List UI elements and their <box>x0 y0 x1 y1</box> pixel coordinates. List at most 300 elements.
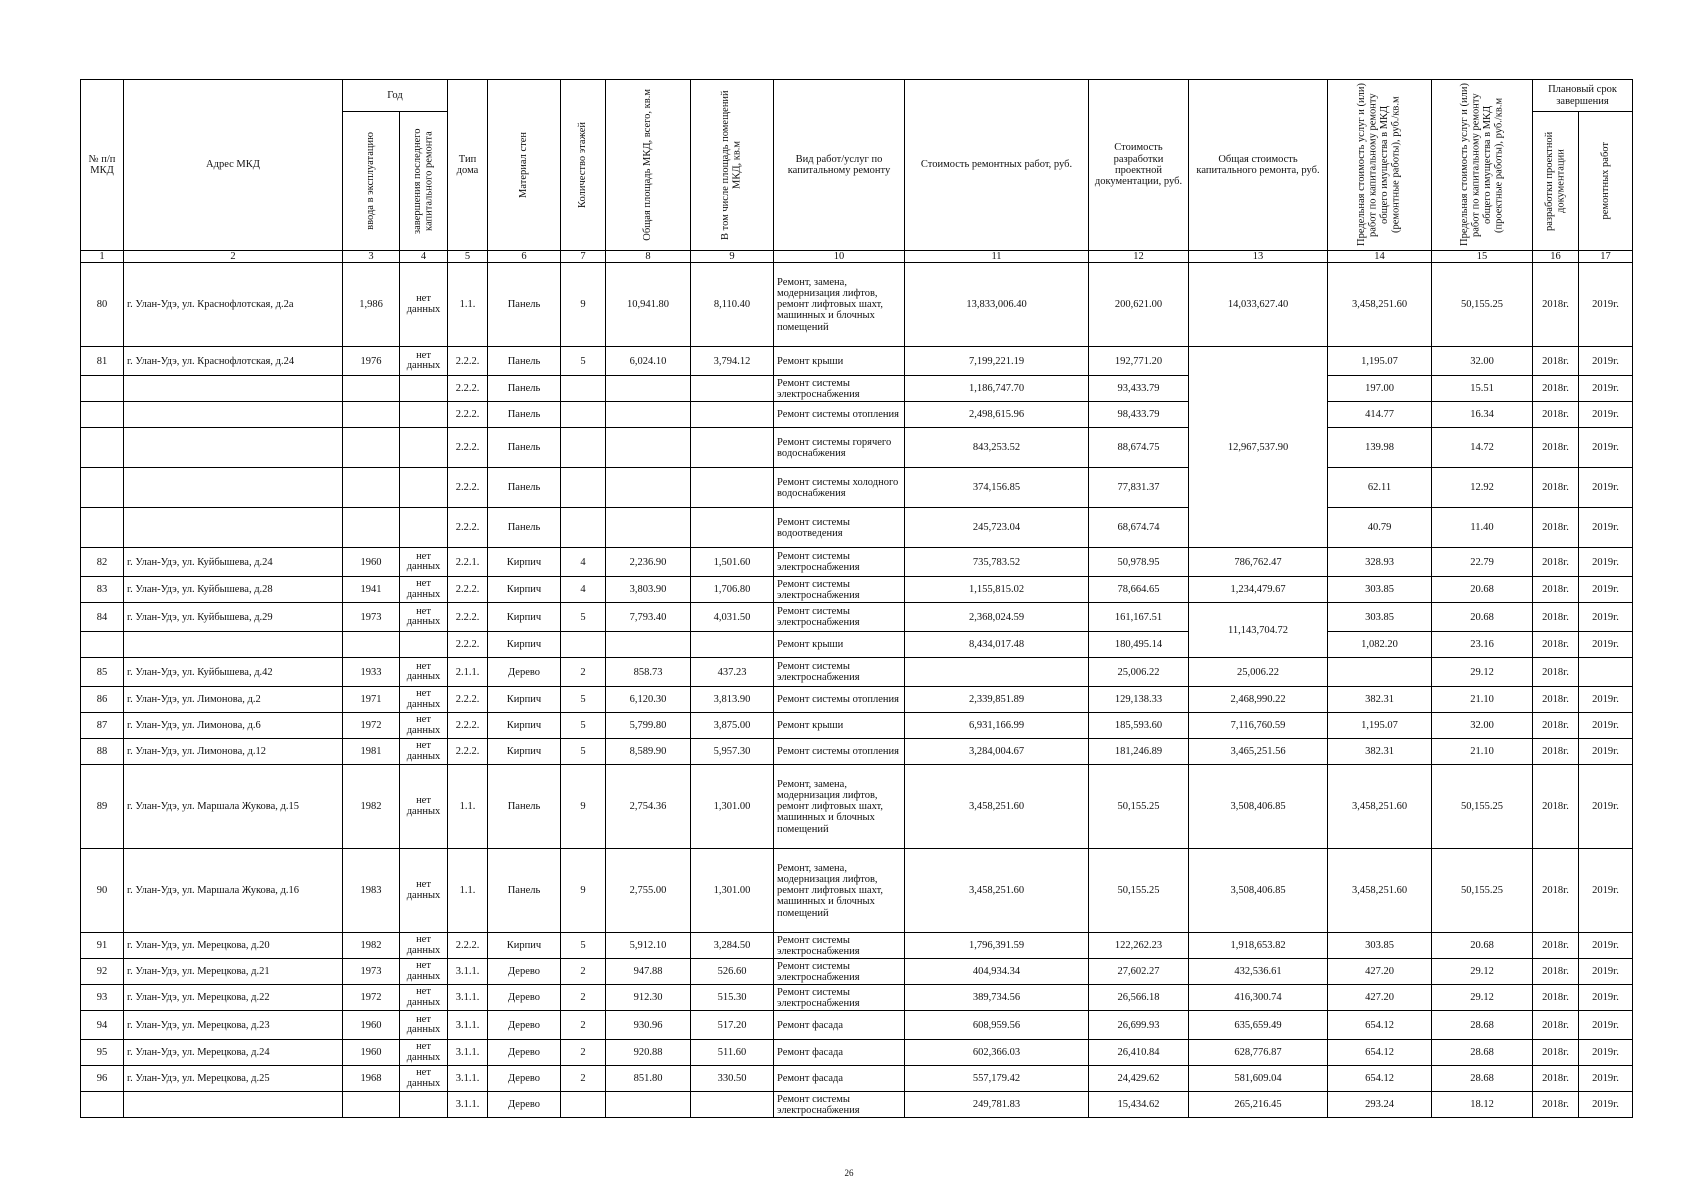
cell-floors: 4 <box>561 577 606 603</box>
cell-limit-design: 23.16 <box>1432 632 1533 658</box>
cell-living-area: 3,284.50 <box>691 933 774 959</box>
cell-deadline-repair: 2019г. <box>1579 577 1633 603</box>
cell-work-type: Ремонт системы отопления <box>774 739 905 765</box>
cell-row-number <box>81 1092 124 1118</box>
cell-limit-design: 28.68 <box>1432 1040 1533 1066</box>
cell-year-commission: 1960 <box>343 1040 400 1066</box>
cell-house-type: 2.2.2. <box>448 468 488 508</box>
cell-floors: 5 <box>561 713 606 739</box>
cell-year-commission <box>343 1092 400 1118</box>
col-header-total-area: Общая площадь МКД, всего, кв.м <box>606 80 691 251</box>
cell-wall-material: Кирпич <box>488 687 561 713</box>
cell-floors <box>561 468 606 508</box>
col-header-deadline-group: Плановый срок завершения <box>1533 80 1633 112</box>
cell-deadline-repair: 2019г. <box>1579 985 1633 1011</box>
cell-year-commission: 1941 <box>343 577 400 603</box>
cell-year-commission: 1960 <box>343 1011 400 1040</box>
cell-limit-repair: 40.79 <box>1328 508 1432 548</box>
cell-total-area: 2,755.00 <box>606 849 691 933</box>
capital-repair-table <box>80 79 1633 1118</box>
cell-deadline-repair: 2019г. <box>1579 739 1633 765</box>
cell-address <box>124 428 343 468</box>
cell-living-area: 3,813.90 <box>691 687 774 713</box>
cell-living-area: 4,031.50 <box>691 603 774 632</box>
cell-house-type: 2.2.2. <box>448 402 488 428</box>
cell-floors: 2 <box>561 985 606 1011</box>
cell-living-area: 3,794.12 <box>691 347 774 376</box>
cell-repair-cost: 3,458,251.60 <box>905 849 1089 933</box>
cell-total-area <box>606 632 691 658</box>
cell-limit-repair: 139.98 <box>1328 428 1432 468</box>
cell-total-area <box>606 508 691 548</box>
table-row <box>81 658 1633 687</box>
cell-wall-material: Дерево <box>488 1092 561 1118</box>
table-row <box>81 468 1633 508</box>
cell-design-cost: 200,621.00 <box>1089 263 1189 347</box>
col-header-house-type: Тип дома <box>448 80 488 251</box>
cell-total-area: 920.88 <box>606 1040 691 1066</box>
cell-design-cost: 50,978.95 <box>1089 548 1189 577</box>
cell-deadline-repair: 2019г. <box>1579 548 1633 577</box>
cell-floors: 2 <box>561 1066 606 1092</box>
cell-limit-design: 18.12 <box>1432 1092 1533 1118</box>
table-row <box>81 428 1633 468</box>
cell-address: г. Улан-Удэ, ул. Мерецкова, д.25 <box>124 1066 343 1092</box>
cell-limit-repair <box>1328 658 1432 687</box>
cell-house-type: 2.2.2. <box>448 739 488 765</box>
cell-work-type: Ремонт фасада <box>774 1011 905 1040</box>
cell-limit-design: 21.10 <box>1432 739 1533 765</box>
cell-living-area <box>691 508 774 548</box>
cell-design-cost: 93,433.79 <box>1089 376 1189 402</box>
cell-deadline-design: 2018г. <box>1533 508 1579 548</box>
cell-limit-design: 21.10 <box>1432 687 1533 713</box>
cell-row-number: 86 <box>81 687 124 713</box>
cell-year-commission: 1960 <box>343 548 400 577</box>
cell-wall-material: Панель <box>488 428 561 468</box>
cell-repair-cost: 608,959.56 <box>905 1011 1089 1040</box>
cell-work-type: Ремонт фасада <box>774 1040 905 1066</box>
cell-limit-repair: 197.00 <box>1328 376 1432 402</box>
cell-total-area: 912.30 <box>606 985 691 1011</box>
cell-living-area: 515.30 <box>691 985 774 1011</box>
cell-year-commission: 1968 <box>343 1066 400 1092</box>
cell-limit-repair: 654.12 <box>1328 1011 1432 1040</box>
cell-address: г. Улан-Удэ, ул. Маршала Жукова, д.15 <box>124 765 343 849</box>
col-number: 2 <box>124 251 343 263</box>
cell-work-type: Ремонт системы отопления <box>774 402 905 428</box>
cell-deadline-repair: 2019г. <box>1579 765 1633 849</box>
cell-wall-material: Дерево <box>488 1040 561 1066</box>
cell-work-type: Ремонт, замена, модернизация лифтов, ремонт лифтовых шахт, машинных и блочных помещений <box>774 765 905 849</box>
table-row <box>81 1092 1633 1118</box>
cell-limit-repair: 654.12 <box>1328 1066 1432 1092</box>
cell-design-cost: 98,433.79 <box>1089 402 1189 428</box>
cell-limit-repair: 3,458,251.60 <box>1328 765 1432 849</box>
cell-limit-repair: 293.24 <box>1328 1092 1432 1118</box>
cell-deadline-design: 2018г. <box>1533 577 1579 603</box>
table-row <box>81 376 1633 402</box>
col-number: 12 <box>1089 251 1189 263</box>
cell-living-area <box>691 468 774 508</box>
cell-house-type: 2.1.1. <box>448 658 488 687</box>
cell-limit-repair: 427.20 <box>1328 985 1432 1011</box>
cell-work-type: Ремонт системы электроснабжения <box>774 959 905 985</box>
cell-total-area: 3,803.90 <box>606 577 691 603</box>
cell-repair-cost: 2,498,615.96 <box>905 402 1089 428</box>
cell-house-type: 3.1.1. <box>448 1011 488 1040</box>
cell-deadline-design: 2018г. <box>1533 603 1579 632</box>
cell-living-area: 517.20 <box>691 1011 774 1040</box>
table-row <box>81 739 1633 765</box>
cell-total-cost: 11,143,704.72 <box>1189 603 1328 658</box>
cell-repair-cost: 3,458,251.60 <box>905 765 1089 849</box>
cell-floors: 5 <box>561 347 606 376</box>
cell-wall-material: Кирпич <box>488 933 561 959</box>
cell-limit-repair: 303.85 <box>1328 933 1432 959</box>
cell-repair-cost: 404,934.34 <box>905 959 1089 985</box>
cell-design-cost: 50,155.25 <box>1089 765 1189 849</box>
cell-design-cost: 122,262.23 <box>1089 933 1189 959</box>
cell-year-commission: 1973 <box>343 959 400 985</box>
cell-floors: 5 <box>561 603 606 632</box>
cell-house-type: 3.1.1. <box>448 985 488 1011</box>
cell-work-type: Ремонт системы холодного водоснабжения <box>774 468 905 508</box>
cell-deadline-repair: 2019г. <box>1579 347 1633 376</box>
cell-total-area <box>606 402 691 428</box>
col-header-floors: Количество этажей <box>561 80 606 251</box>
cell-total-area: 6,024.10 <box>606 347 691 376</box>
cell-wall-material: Кирпич <box>488 713 561 739</box>
cell-deadline-design: 2018г. <box>1533 376 1579 402</box>
cell-total-cost: 265,216.45 <box>1189 1092 1328 1118</box>
cell-address: г. Улан-Удэ, ул. Лимонова, д.12 <box>124 739 343 765</box>
col-header-wall-material: Материал стен <box>488 80 561 251</box>
cell-total-area <box>606 468 691 508</box>
cell-design-cost: 180,495.14 <box>1089 632 1189 658</box>
cell-row-number: 83 <box>81 577 124 603</box>
col-header-limit-repair: Предельная стоимость услуг и (или) работ по капитальному ремонту общего имущества в МКД (ремонтные работы), руб./кв.м <box>1328 80 1432 251</box>
cell-limit-design: 12.92 <box>1432 468 1533 508</box>
cell-limit-design: 50,155.25 <box>1432 765 1533 849</box>
cell-year-commission: 1973 <box>343 603 400 632</box>
cell-wall-material: Кирпич <box>488 739 561 765</box>
cell-floors: 2 <box>561 658 606 687</box>
cell-limit-design: 20.68 <box>1432 577 1533 603</box>
column-number-row <box>81 251 1633 263</box>
cell-deadline-design: 2018г. <box>1533 985 1579 1011</box>
cell-living-area: 8,110.40 <box>691 263 774 347</box>
col-number: 4 <box>400 251 448 263</box>
cell-limit-design: 15.51 <box>1432 376 1533 402</box>
cell-deadline-repair: 2019г. <box>1579 376 1633 402</box>
cell-deadline-repair: 2019г. <box>1579 1092 1633 1118</box>
cell-year-last-repair: нет данных <box>400 1066 448 1092</box>
cell-total-cost: 7,116,760.59 <box>1189 713 1328 739</box>
cell-year-last-repair: нет данных <box>400 959 448 985</box>
cell-total-area <box>606 376 691 402</box>
cell-row-number: 96 <box>81 1066 124 1092</box>
cell-living-area: 1,301.00 <box>691 849 774 933</box>
cell-row-number <box>81 428 124 468</box>
page-number: 26 <box>844 1168 854 1178</box>
cell-limit-repair: 654.12 <box>1328 1040 1432 1066</box>
cell-limit-repair: 303.85 <box>1328 603 1432 632</box>
col-header-year-group: Год <box>343 80 448 112</box>
cell-deadline-design: 2018г. <box>1533 402 1579 428</box>
cell-limit-repair: 1,082.20 <box>1328 632 1432 658</box>
cell-total-area: 8,589.90 <box>606 739 691 765</box>
cell-limit-design: 20.68 <box>1432 933 1533 959</box>
cell-address: г. Улан-Удэ, ул. Лимонова, д.6 <box>124 713 343 739</box>
cell-deadline-design: 2018г. <box>1533 739 1579 765</box>
cell-year-commission: 1933 <box>343 658 400 687</box>
cell-year-last-repair: нет данных <box>400 577 448 603</box>
cell-deadline-repair <box>1579 658 1633 687</box>
cell-repair-cost: 245,723.04 <box>905 508 1089 548</box>
cell-repair-cost: 13,833,006.40 <box>905 263 1089 347</box>
cell-total-area: 851.80 <box>606 1066 691 1092</box>
table-row <box>81 1011 1633 1040</box>
cell-limit-design: 22.79 <box>1432 548 1533 577</box>
cell-work-type: Ремонт системы электроснабжения <box>774 376 905 402</box>
cell-deadline-design: 2018г. <box>1533 428 1579 468</box>
cell-work-type: Ремонт, замена, модернизация лифтов, ремонт лифтовых шахт, машинных и блочных помещений <box>774 263 905 347</box>
cell-row-number: 80 <box>81 263 124 347</box>
cell-design-cost: 181,246.89 <box>1089 739 1189 765</box>
cell-design-cost: 15,434.62 <box>1089 1092 1189 1118</box>
col-number: 5 <box>448 251 488 263</box>
cell-year-commission <box>343 402 400 428</box>
cell-year-commission: 1982 <box>343 933 400 959</box>
cell-row-number <box>81 632 124 658</box>
cell-work-type: Ремонт системы электроснабжения <box>774 1092 905 1118</box>
cell-total-area: 858.73 <box>606 658 691 687</box>
cell-living-area: 5,957.30 <box>691 739 774 765</box>
cell-year-commission: 1976 <box>343 347 400 376</box>
cell-deadline-repair: 2019г. <box>1579 1066 1633 1092</box>
table-row <box>81 1040 1633 1066</box>
cell-address: г. Улан-Удэ, ул. Мерецкова, д.24 <box>124 1040 343 1066</box>
cell-floors <box>561 428 606 468</box>
cell-work-type: Ремонт крыши <box>774 632 905 658</box>
cell-row-number: 93 <box>81 985 124 1011</box>
table-row <box>81 765 1633 849</box>
cell-work-type: Ремонт системы электроснабжения <box>774 658 905 687</box>
cell-total-cost: 786,762.47 <box>1189 548 1328 577</box>
cell-limit-design: 29.12 <box>1432 985 1533 1011</box>
cell-year-last-repair: нет данных <box>400 658 448 687</box>
cell-wall-material: Дерево <box>488 1066 561 1092</box>
cell-row-number: 90 <box>81 849 124 933</box>
cell-total-area: 10,941.80 <box>606 263 691 347</box>
cell-year-last-repair: нет данных <box>400 1011 448 1040</box>
col-number: 6 <box>488 251 561 263</box>
cell-repair-cost: 8,434,017.48 <box>905 632 1089 658</box>
cell-row-number: 91 <box>81 933 124 959</box>
cell-house-type: 3.1.1. <box>448 959 488 985</box>
table-row <box>81 713 1633 739</box>
cell-deadline-design: 2018г. <box>1533 1011 1579 1040</box>
table-row <box>81 985 1633 1011</box>
cell-floors <box>561 508 606 548</box>
table-body <box>81 263 1633 1118</box>
cell-limit-design: 29.12 <box>1432 658 1533 687</box>
cell-total-area: 2,236.90 <box>606 548 691 577</box>
cell-row-number: 95 <box>81 1040 124 1066</box>
cell-deadline-repair: 2019г. <box>1579 468 1633 508</box>
cell-limit-repair: 427.20 <box>1328 959 1432 985</box>
col-number: 17 <box>1579 251 1633 263</box>
cell-wall-material: Панель <box>488 347 561 376</box>
cell-year-last-repair: нет данных <box>400 933 448 959</box>
cell-year-commission: 1,986 <box>343 263 400 347</box>
cell-wall-material: Панель <box>488 765 561 849</box>
cell-year-last-repair: нет данных <box>400 687 448 713</box>
cell-design-cost: 24,429.62 <box>1089 1066 1189 1092</box>
col-number: 16 <box>1533 251 1579 263</box>
cell-row-number <box>81 468 124 508</box>
cell-deadline-design: 2018г. <box>1533 713 1579 739</box>
table-row <box>81 347 1633 376</box>
cell-repair-cost: 1,796,391.59 <box>905 933 1089 959</box>
cell-total-area: 6,120.30 <box>606 687 691 713</box>
cell-wall-material: Дерево <box>488 658 561 687</box>
cell-living-area: 3,875.00 <box>691 713 774 739</box>
cell-work-type: Ремонт системы электроснабжения <box>774 548 905 577</box>
col-header-repair-cost: Стоимость ремонтных работ, руб. <box>905 80 1089 251</box>
cell-design-cost: 26,410.84 <box>1089 1040 1189 1066</box>
col-header-design-cost: Стоимость разработки проектной документации, руб. <box>1089 80 1189 251</box>
cell-year-commission <box>343 468 400 508</box>
cell-year-commission: 1981 <box>343 739 400 765</box>
cell-total-cost: 12,967,537.90 <box>1189 347 1328 548</box>
cell-year-commission <box>343 428 400 468</box>
cell-living-area: 526.60 <box>691 959 774 985</box>
cell-address: г. Улан-Удэ, ул. Куйбышева, д.28 <box>124 577 343 603</box>
cell-floors: 5 <box>561 739 606 765</box>
cell-deadline-repair: 2019г. <box>1579 603 1633 632</box>
cell-total-cost: 3,508,406.85 <box>1189 765 1328 849</box>
cell-address: г. Улан-Удэ, ул. Куйбышева, д.42 <box>124 658 343 687</box>
cell-deadline-repair: 2019г. <box>1579 263 1633 347</box>
cell-floors <box>561 1092 606 1118</box>
cell-living-area: 437.23 <box>691 658 774 687</box>
header-row-1 <box>81 80 1633 112</box>
cell-address: г. Улан-Удэ, ул. Куйбышева, д.24 <box>124 548 343 577</box>
cell-repair-cost: 2,368,024.59 <box>905 603 1089 632</box>
cell-limit-design: 11.40 <box>1432 508 1533 548</box>
cell-deadline-design: 2018г. <box>1533 1040 1579 1066</box>
col-number: 8 <box>606 251 691 263</box>
cell-address: г. Улан-Удэ, ул. Мерецкова, д.22 <box>124 985 343 1011</box>
cell-living-area: 1,501.60 <box>691 548 774 577</box>
cell-year-last-repair: нет данных <box>400 985 448 1011</box>
cell-deadline-repair: 2019г. <box>1579 933 1633 959</box>
cell-address: г. Улан-Удэ, ул. Краснофлотская, д.2а <box>124 263 343 347</box>
cell-repair-cost: 374,156.85 <box>905 468 1089 508</box>
cell-address <box>124 468 343 508</box>
cell-total-cost: 1,918,653.82 <box>1189 933 1328 959</box>
col-header-deadline-design: разработки проектной документации <box>1533 112 1579 251</box>
cell-total-cost: 3,508,406.85 <box>1189 849 1328 933</box>
cell-total-area <box>606 428 691 468</box>
cell-deadline-repair: 2019г. <box>1579 959 1633 985</box>
cell-house-type: 3.1.1. <box>448 1066 488 1092</box>
cell-year-commission: 1971 <box>343 687 400 713</box>
cell-floors: 9 <box>561 765 606 849</box>
cell-repair-cost: 389,734.56 <box>905 985 1089 1011</box>
cell-limit-repair: 3,458,251.60 <box>1328 263 1432 347</box>
cell-year-commission: 1972 <box>343 713 400 739</box>
cell-total-area: 2,754.36 <box>606 765 691 849</box>
cell-deadline-repair: 2019г. <box>1579 632 1633 658</box>
cell-address <box>124 508 343 548</box>
cell-total-area <box>606 1092 691 1118</box>
cell-repair-cost: 557,179.42 <box>905 1066 1089 1092</box>
cell-row-number: 92 <box>81 959 124 985</box>
cell-year-last-repair: нет данных <box>400 347 448 376</box>
cell-limit-repair: 382.31 <box>1328 739 1432 765</box>
cell-year-last-repair: нет данных <box>400 603 448 632</box>
cell-limit-design: 29.12 <box>1432 959 1533 985</box>
cell-deadline-design: 2018г. <box>1533 1092 1579 1118</box>
cell-limit-design: 16.34 <box>1432 402 1533 428</box>
cell-deadline-design: 2018г. <box>1533 263 1579 347</box>
cell-limit-repair: 414.77 <box>1328 402 1432 428</box>
cell-deadline-design: 2018г. <box>1533 658 1579 687</box>
cell-floors: 2 <box>561 1040 606 1066</box>
col-header-year-commission: ввода в эксплуатацию <box>343 112 400 251</box>
cell-limit-repair: 328.93 <box>1328 548 1432 577</box>
cell-year-last-repair: нет данных <box>400 548 448 577</box>
cell-work-type: Ремонт системы электроснабжения <box>774 577 905 603</box>
cell-total-cost: 628,776.87 <box>1189 1040 1328 1066</box>
cell-living-area: 1,301.00 <box>691 765 774 849</box>
cell-work-type: Ремонт системы отопления <box>774 687 905 713</box>
cell-floors <box>561 632 606 658</box>
cell-repair-cost: 735,783.52 <box>905 548 1089 577</box>
col-number: 10 <box>774 251 905 263</box>
cell-address: г. Улан-Удэ, ул. Куйбышева, д.29 <box>124 603 343 632</box>
table-row <box>81 933 1633 959</box>
cell-limit-design: 50,155.25 <box>1432 849 1533 933</box>
cell-design-cost: 77,831.37 <box>1089 468 1189 508</box>
cell-living-area <box>691 376 774 402</box>
cell-address: г. Улан-Удэ, ул. Мерецкова, д.20 <box>124 933 343 959</box>
cell-row-number: 87 <box>81 713 124 739</box>
cell-work-type: Ремонт системы электроснабжения <box>774 933 905 959</box>
cell-deadline-design: 2018г. <box>1533 849 1579 933</box>
cell-total-area: 947.88 <box>606 959 691 985</box>
cell-design-cost: 185,593.60 <box>1089 713 1189 739</box>
cell-house-type: 2.2.2. <box>448 933 488 959</box>
cell-work-type: Ремонт фасада <box>774 1066 905 1092</box>
cell-house-type: 3.1.1. <box>448 1040 488 1066</box>
cell-year-last-repair <box>400 632 448 658</box>
cell-wall-material: Кирпич <box>488 548 561 577</box>
cell-row-number <box>81 508 124 548</box>
cell-floors: 4 <box>561 548 606 577</box>
cell-year-last-repair: нет данных <box>400 263 448 347</box>
cell-house-type: 2.2.1. <box>448 548 488 577</box>
cell-deadline-repair: 2019г. <box>1579 508 1633 548</box>
cell-total-area: 5,912.10 <box>606 933 691 959</box>
cell-floors: 9 <box>561 849 606 933</box>
cell-house-type: 1.1. <box>448 765 488 849</box>
cell-living-area <box>691 1092 774 1118</box>
cell-deadline-repair: 2019г. <box>1579 687 1633 713</box>
